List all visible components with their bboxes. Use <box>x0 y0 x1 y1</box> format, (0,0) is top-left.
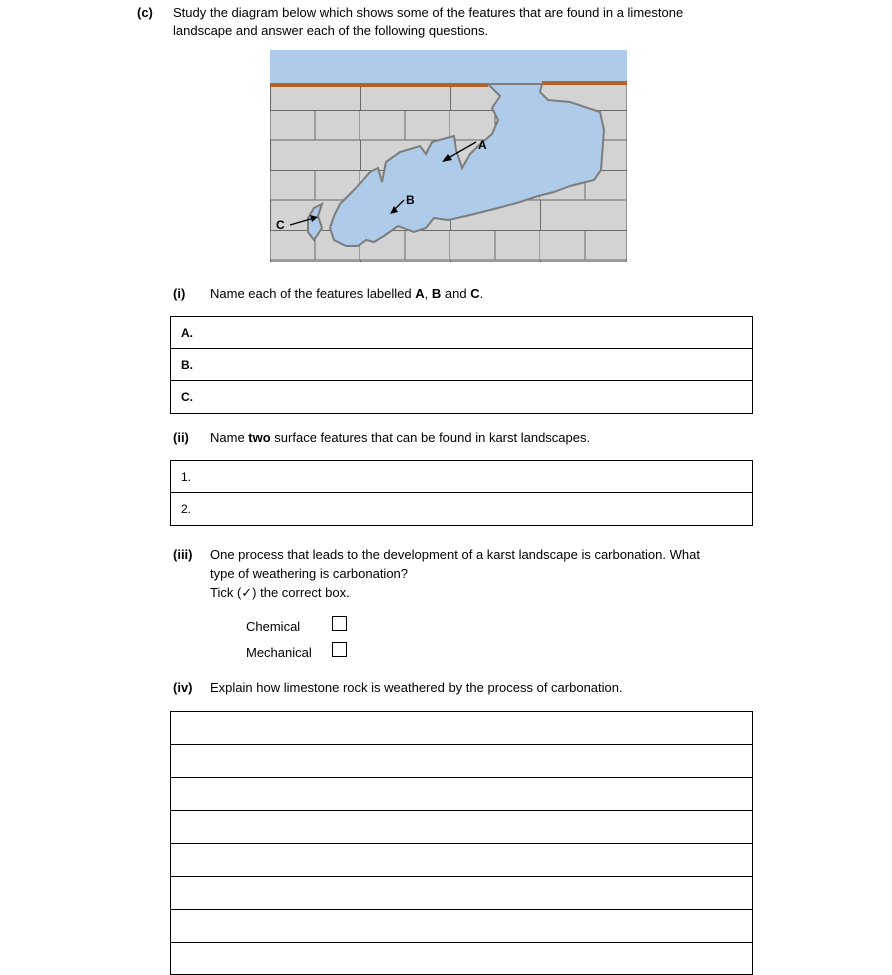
answer-row-a[interactable] <box>171 317 752 349</box>
answer-line[interactable] <box>171 811 752 844</box>
answer-line[interactable] <box>171 943 752 974</box>
part-iv-answer-box <box>170 711 753 975</box>
part-iv-question: Explain how limestone rock is weathered by the process of carbonation. <box>210 680 623 695</box>
soil-left <box>270 83 488 87</box>
question-label: (c) <box>137 5 153 20</box>
option-mechanical-checkbox[interactable] <box>332 642 347 662</box>
option-chemical-label: Chemical <box>246 619 301 634</box>
part-i-label: (i) <box>173 286 186 301</box>
row-label: 2. <box>181 502 192 516</box>
part-i-question: Name each of the features labelled A, B and C. <box>210 286 484 301</box>
answer-line[interactable] <box>171 910 752 943</box>
part-iii-line2: type of weathering is carbonation? <box>210 566 409 581</box>
row-label: B. <box>181 358 193 372</box>
part-i-answer-table <box>170 316 753 414</box>
label-c: C <box>276 218 285 232</box>
answer-row-b[interactable] <box>171 349 752 381</box>
option-chemical-checkbox[interactable] <box>332 616 347 636</box>
limestone-diagram <box>270 50 627 262</box>
part-ii-label: (ii) <box>173 430 189 445</box>
answer-line[interactable] <box>171 712 752 745</box>
part-ii-question: Name two surface features that can be found in karst landscapes. <box>210 430 591 445</box>
answer-line[interactable] <box>171 844 752 877</box>
answer-row-c[interactable] <box>171 381 752 413</box>
row-label: A. <box>181 326 193 340</box>
row-label: C. <box>181 390 193 404</box>
answer-line[interactable] <box>171 745 752 778</box>
answer-line[interactable] <box>171 778 752 811</box>
part-iii-line3: Tick (✓) the correct box. <box>210 585 350 600</box>
part-iii-label: (iii) <box>173 547 193 562</box>
question-intro-line1: Study the diagram below which shows some of the features that are found in a limestone <box>173 5 684 20</box>
label-b: B <box>406 193 415 207</box>
sky <box>270 50 627 84</box>
label-a: A <box>478 138 487 152</box>
part-iv-label: (iv) <box>173 680 193 695</box>
part-iii-line1: One process that leads to the development of a karst landscape is carbonation. What <box>210 547 700 562</box>
option-mechanical-label: Mechanical <box>246 645 312 660</box>
answer-row-2[interactable] <box>171 493 752 525</box>
row-label: 1. <box>181 470 192 484</box>
answer-row-1[interactable] <box>171 461 752 493</box>
answer-line[interactable] <box>171 877 752 910</box>
part-ii-answer-table <box>170 460 753 526</box>
soil-right <box>542 81 627 85</box>
question-intro-line2: landscape and answer each of the following questions. <box>173 23 489 38</box>
